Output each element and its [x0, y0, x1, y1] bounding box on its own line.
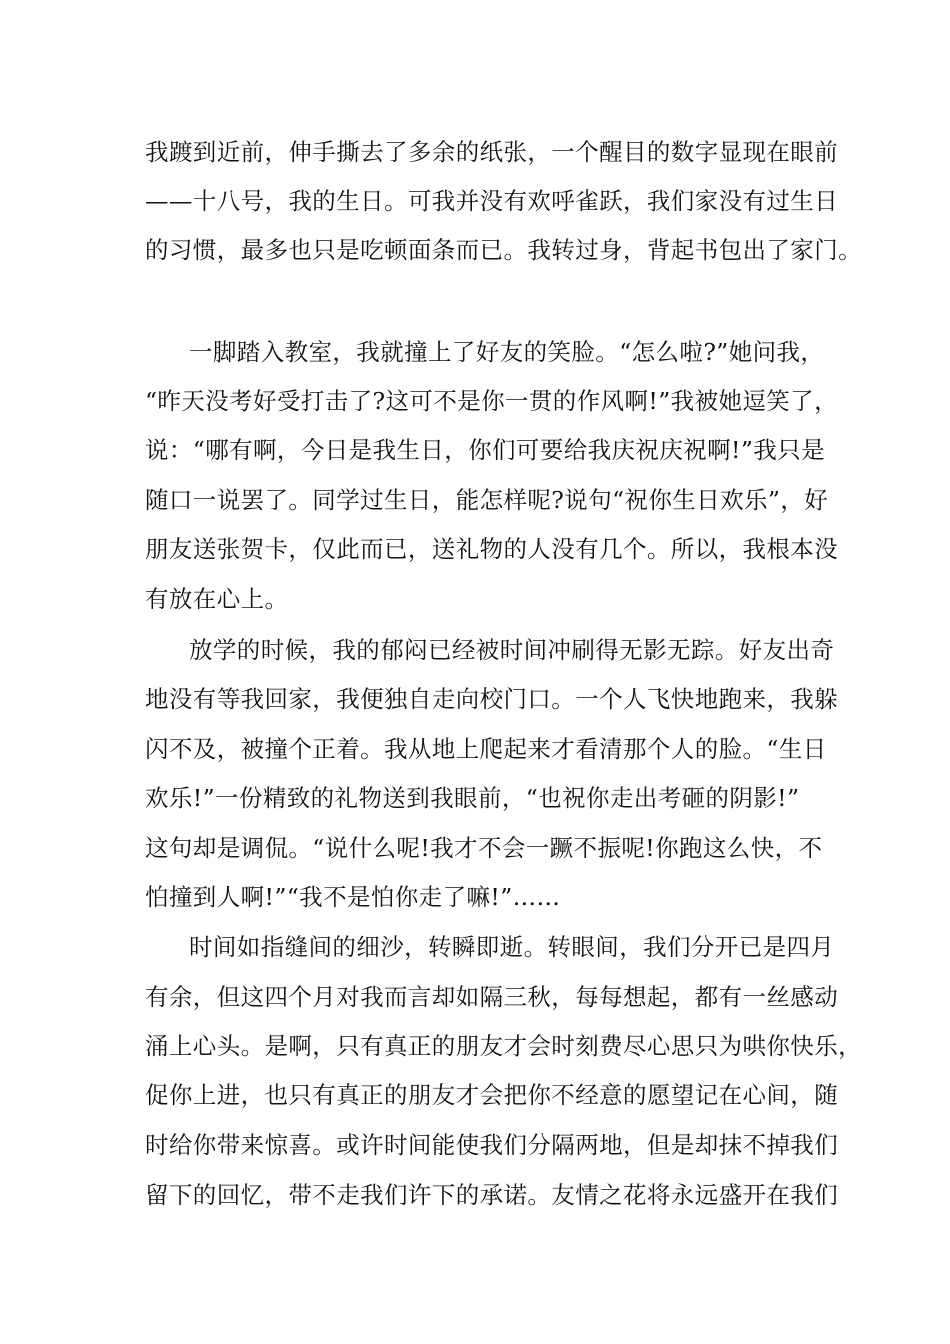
text-line: 闪不及，被撞个正着。我从地上爬起来才看清那个人的脸。“生日 — [145, 735, 827, 763]
text-line: 这句却是调侃。“说什么呢!我才不会一蹶不振呢!你跑这么快，不 — [145, 834, 823, 862]
text-line: 欢乐!”一份精致的礼物送到我眼前，“也祝你走出考砸的阴影!” — [145, 784, 800, 812]
text-line: 留下的回忆，带不走我们许下的承诺。友情之花将永远盛开在我们 — [145, 1181, 839, 1209]
text-line: 地没有等我回家，我便独自走向校门口。一个人飞快地跑来，我躲 — [145, 685, 839, 713]
text-line: 朋友送张贺卡，仅此而已，送礼物的人没有几个。所以，我根本没 — [145, 535, 839, 563]
text-line: 随口一说罢了。同学过生日，能怎样呢?说句“祝你生日欢乐”，好 — [145, 486, 829, 514]
text-line: 我踱到近前，伸手撕去了多余的纸张，一个醒目的数字显现在眼前 — [145, 138, 839, 166]
text-line: 促你上进，也只有真正的朋友才会把你不经意的愿望记在心间，随 — [145, 1081, 839, 1109]
text-line: ——十八号，我的生日。可我并没有欢呼雀跃，我们家没有过生日 — [145, 187, 839, 215]
text-line: 有余，但这四个月对我而言却如隔三秋，每每想起，都有一丝感动 — [145, 983, 839, 1011]
text-line: 说：“哪有啊，今日是我生日，你们可要给我庆祝庆祝啊!”我只是 — [145, 436, 825, 464]
text-line: 一脚踏入教室，我就撞上了好友的笑脸。“怎么啦?”她问我， — [189, 338, 825, 366]
text-line: 的习惯，最多也只是吃顿面条而已。我转过身，背起书包出了家门。 — [145, 236, 862, 264]
text-line: 放学的时候，我的郁闷已经被时间冲刷得无影无踪。好友出奇 — [189, 636, 835, 664]
text-line: 怕撞到人啊!”“我不是怕你走了嘛!”…… — [145, 883, 561, 911]
text-line: 时间如指缝间的细沙，转瞬即逝。转眼间，我们分开已是四月 — [189, 933, 835, 961]
text-line: 有放在心上。 — [145, 585, 289, 613]
text-line: “昨天没考好受打击了?这可不是你一贯的作风啊!”我被她逗笑了， — [145, 387, 838, 415]
text-line: 涌上心头。是啊，只有真正的朋友才会时刻费尽心思只为哄你快乐， — [145, 1032, 862, 1060]
text-line: 时给你带来惊喜。或许时间能使我们分隔两地，但是却抹不掉我们 — [145, 1131, 839, 1159]
